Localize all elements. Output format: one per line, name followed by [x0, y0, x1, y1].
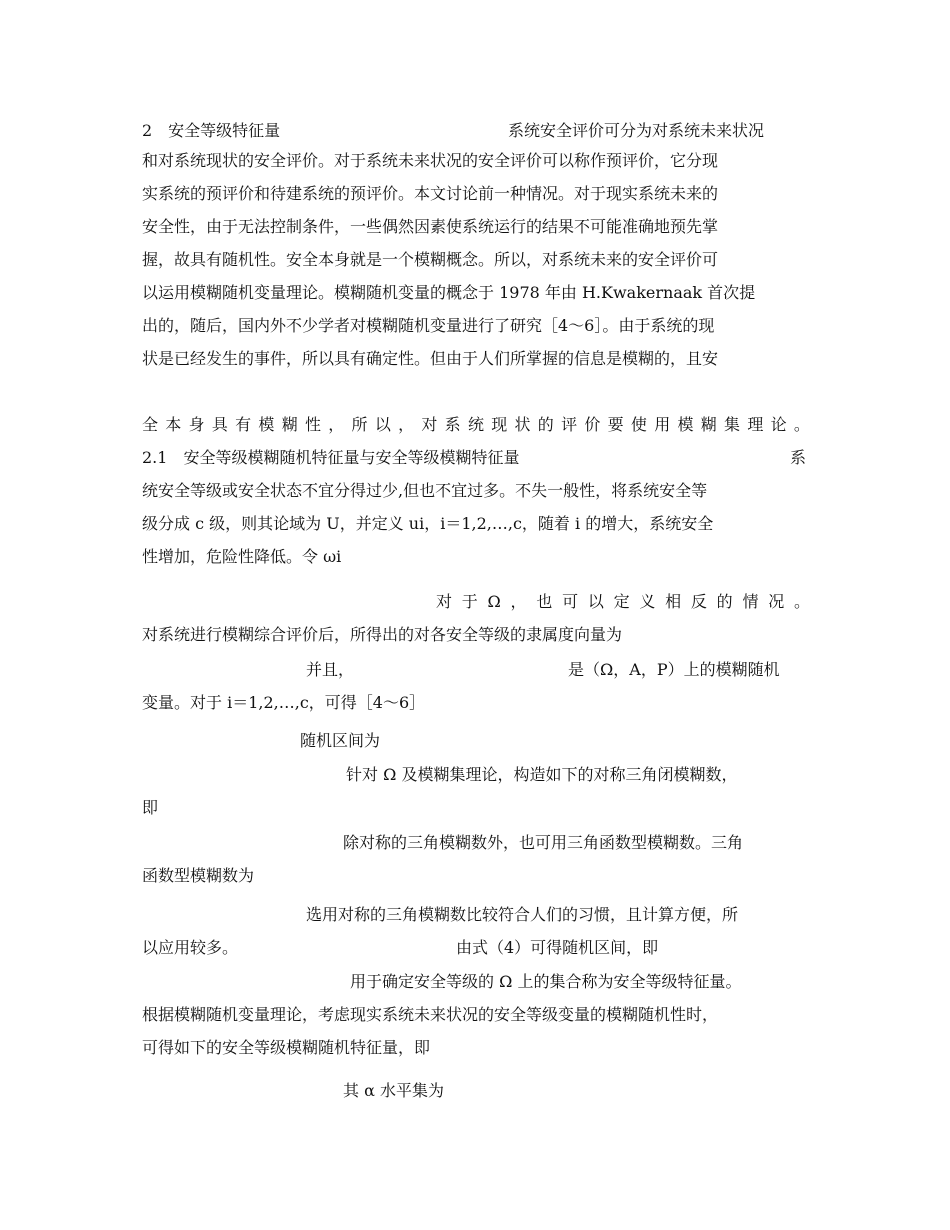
section-2-first-line-tail: 系统安全评价可分为对系统未来状况 [508, 121, 765, 140]
paragraph-fragment: 针对 Ω 及模糊集理论，构造如下的对称三角闭模糊数， [346, 765, 738, 784]
paragraph-line: 对系统进行模糊综合评价后，所得出的对各安全等级的隶属度向量为 [142, 625, 623, 644]
paragraph-line: 变量。对于 i＝1,2,…,c，可得［4～6］ [142, 693, 426, 712]
paragraph-line: 实系统的预评价和待建系统的预评价。本文讨论前一种情况。对于现实系统未来的 [142, 184, 719, 203]
paragraph-line: 根据模糊随机变量理论，考虑现实系统未来状况的安全等级变量的模糊随机性时， [142, 1005, 719, 1024]
paragraph-line: 性增加，危险性降低。令 ωi [142, 547, 342, 566]
paragraph-fragment: 其 α 水平集为 [343, 1081, 444, 1100]
paragraph-line: 可得如下的安全等级模糊随机特征量，即 [142, 1038, 431, 1057]
justified-line: 全 本 身 具 有 模 糊 性 ， 所 以 ， 对 系 统 现 状 的 评 价 要 使 用 模 糊 集 理 论 。 [142, 415, 810, 434]
paragraph-fragment: 以应用较多。 [142, 938, 239, 957]
paragraph-line: 安全性，由于无法控制条件，一些偶然因素使系统运行的结果不可能准确地预先掌 [142, 217, 719, 236]
section-2-heading: 2 安全等级特征量 [142, 121, 281, 140]
paragraph-line: 出的，随后，国内外不少学者对模糊随机变量进行了研究［4～6］。由于系统的现 [142, 316, 715, 335]
paragraph-fragment: 除对称的三角模糊数外，也可用三角函数型模糊数。三角 [343, 833, 744, 852]
paragraph-line: 握，故具有随机性。安全本身就是一个模糊概念。所以，对系统未来的安全评价可 [142, 250, 719, 269]
paragraph-line: 统安全等级或安全状态不宜分得过少,但也不宜过多。不失一般性，将系统安全等 [142, 481, 708, 500]
paragraph-fragment: 并且， [306, 660, 355, 679]
paragraph-fragment: 由式（4）可得随机区间，即 [456, 938, 659, 957]
paragraph-line: 级分成 c 级，则其论域为 U，并定义 ui，i＝1,2,…,c，随着 i 的增大，系统安全 [142, 514, 714, 533]
paragraph-line: 函数型模糊数为 [142, 866, 255, 885]
paragraph-fragment: 选用对称的三角模糊数比较符合人们的习惯，且计算方便，所 [306, 905, 739, 924]
paragraph-line: 以运用模糊随机变量理论。模糊随机变量的概念于 1978 年由 H.Kwakernaak 首次提 [142, 283, 756, 302]
paragraph-line: 状是已经发生的事件，所以具有确定性。但由于人们所掌握的信息是模糊的，且安 [142, 349, 719, 368]
paragraph-fragment: 是（Ω，A，P）上的模糊随机 [568, 660, 780, 679]
section-2-1-heading-tail: 系 [790, 448, 807, 467]
paragraph-line: 和对系统现状的安全评价。对于系统未来状况的安全评价可以称作预评价，它分现 [142, 151, 719, 170]
paragraph-fragment: 用于确定安全等级的 Ω 上的集合称为安全等级特征量。 [350, 972, 742, 991]
justified-line: 对 于 Ω ， 也 可 以 定 义 相 反 的 情 况 。 [436, 592, 810, 611]
paragraph-fragment: 即 [142, 798, 159, 817]
paragraph-fragment: 随机区间为 [300, 731, 381, 750]
section-2-1-heading: 2.1 安全等级模糊随机特征量与安全等级模糊特征量 [142, 448, 520, 467]
